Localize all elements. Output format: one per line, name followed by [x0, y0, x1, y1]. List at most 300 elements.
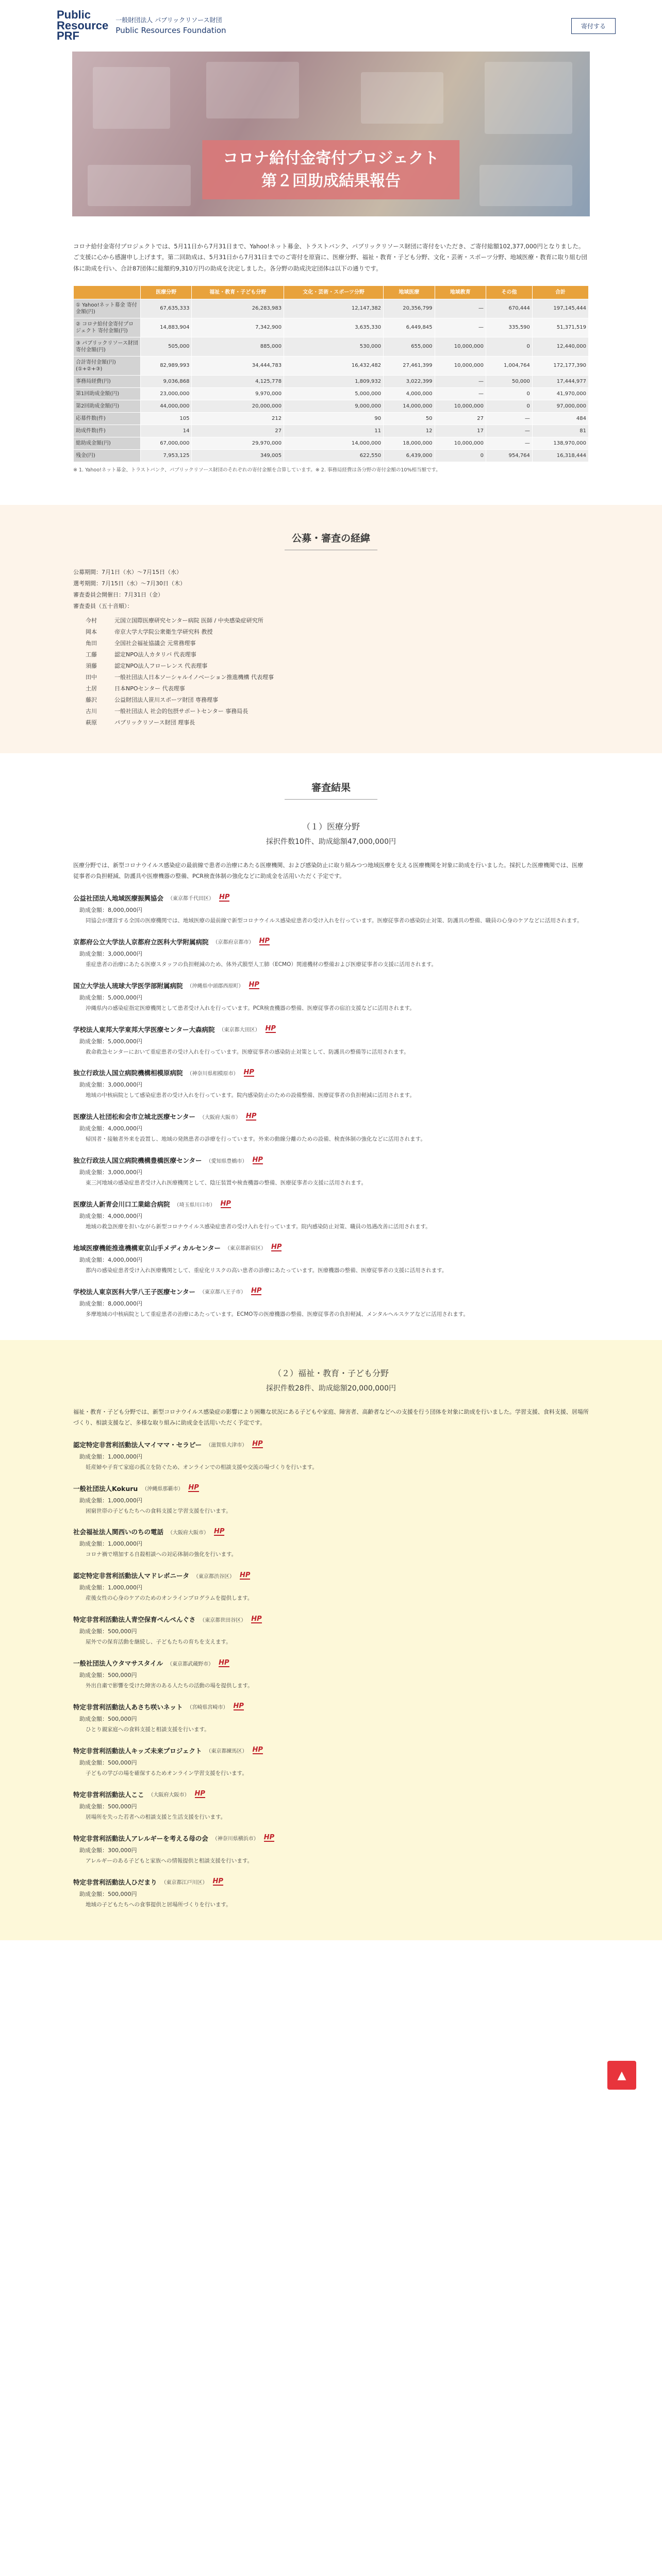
committee-member-name: 今村	[86, 617, 97, 624]
homepage-link-icon[interactable]: HP	[252, 1746, 263, 1754]
table-cell: 14,000,000	[384, 400, 435, 412]
committee-member	[73, 706, 589, 717]
table-cell: 6,449,845	[384, 318, 435, 337]
table-cell: 12	[384, 425, 435, 437]
table-cell: 138,970,000	[532, 437, 588, 449]
org-name: 認定特定非営利活動法人マドレボニータ	[73, 1572, 190, 1580]
welfare-org-list	[73, 1440, 589, 1910]
homepage-link-icon[interactable]: HP	[240, 1571, 251, 1579]
org-location: （東京都大田区）	[219, 1027, 260, 1033]
org-name: 独立行政法人国立病院機構相模原病院	[73, 1069, 183, 1077]
medical-field-title: （１）医療分野 採択件数10件、助成総額47,000,000円	[0, 820, 662, 846]
org-entry	[73, 1877, 589, 1910]
site-logo[interactable]	[57, 10, 226, 42]
table-cell: 4,125,778	[192, 375, 284, 387]
org-entry	[73, 937, 589, 970]
process-line: 公募期間：7月1日（水）～7月15日（水）	[73, 568, 182, 575]
org-entry	[73, 1025, 589, 1057]
homepage-link-icon[interactable]: HP	[220, 1199, 231, 1208]
table-cell: 17,444,977	[532, 375, 588, 387]
org-name: 特定非営利活動法人キッズ未来プロジェクト	[73, 1747, 202, 1755]
org-name-row	[73, 1199, 589, 1209]
table-cell: 954,764	[486, 449, 533, 462]
committee-member	[73, 626, 589, 638]
homepage-link-icon[interactable]: HP	[219, 893, 230, 902]
table-cell: 5,000,000	[284, 387, 384, 400]
homepage-link-icon[interactable]: HP	[233, 1702, 244, 1710]
committee-member	[73, 638, 589, 649]
org-entry	[73, 893, 589, 926]
org-location: （大阪府大阪市）	[168, 1530, 209, 1536]
org-name-row	[73, 1287, 589, 1296]
table-cell: 10,000,000	[435, 337, 486, 356]
org-description: 居場所を失った若者への相談支援と生活支援を行います。	[86, 1814, 226, 1820]
org-grant-amount: 助成金額：3,000,000円	[79, 1169, 142, 1176]
org-location: （京都府京都市）	[212, 940, 254, 946]
table-row	[74, 375, 589, 387]
committee-member-desc: 認定NPO法人カタリバ 代表理事	[114, 651, 196, 658]
table-header-cell: 地域医療	[384, 285, 435, 299]
org-entry	[73, 1571, 589, 1603]
table-cell: 12,147,382	[284, 299, 384, 318]
table-row	[74, 299, 589, 318]
medical-summary: 採択件数10件、助成総額47,000,000円	[266, 837, 396, 846]
org-grant-amount: 助成金額：5,000,000円	[79, 1038, 142, 1045]
scroll-to-top-button[interactable]	[607, 2061, 636, 2090]
homepage-link-icon[interactable]: HP	[265, 1025, 276, 1033]
committee-member	[73, 694, 589, 706]
org-entry	[73, 1068, 589, 1100]
committee-member	[73, 672, 589, 683]
table-row	[74, 400, 589, 412]
org-entry	[73, 1112, 589, 1144]
org-name-row	[73, 1484, 589, 1493]
hero-photo	[93, 67, 170, 129]
committee-member-desc: 全国社会福祉協議会 元常務理事	[114, 639, 196, 647]
table-cell: —	[435, 299, 486, 318]
org-location: （東京都世田谷区）	[200, 1617, 246, 1623]
table-cell: 10,000,000	[435, 437, 486, 449]
table-row	[74, 437, 589, 449]
org-description: 地域の救急医療を担いながら新型コロナウイルス感染症患者の受け入れを行っています。院内感染防止対策、職員の処遇改善に活用されます。	[86, 1224, 431, 1230]
donate-link[interactable]: 寄付する	[571, 18, 616, 34]
org-name-row	[73, 1156, 589, 1165]
table-cell: 20,356,799	[384, 299, 435, 318]
org-grant-amount: 助成金額：500,000円	[79, 1803, 137, 1810]
org-entry	[73, 1834, 589, 1866]
org-description: 地域の中核病院として感染症患者の受け入れを行っています。院内感染防止のための設備整備、医療従事者の負担軽減に活用されます。	[86, 1092, 415, 1099]
org-location: （東京都千代田区）	[168, 896, 214, 902]
table-cell: 7,342,900	[192, 318, 284, 337]
table-cell: 0	[486, 387, 533, 400]
org-location: （神奈川県相模原市）	[187, 1071, 239, 1077]
table-cell: 51,371,519	[532, 318, 588, 337]
committee-member-desc: 帝京大学大学院公衆衛生学研究科 教授	[114, 628, 213, 635]
org-location: （東京都練馬区）	[206, 1749, 247, 1755]
org-description: 救命救急センターにおいて重症患者の受け入れを行っています。医療従事者の感染防止対策として、防護具の整備等に活用されます。	[86, 1048, 409, 1055]
org-location: （大阪府大阪市）	[200, 1114, 241, 1121]
table-cell: 655,000	[384, 337, 435, 356]
org-description: 妊産婦や子育て家庭の孤立を防ぐため、オンラインでの相談支援や交流の場づくりを行います。	[86, 1464, 318, 1470]
homepage-link-icon[interactable]: HP	[259, 937, 270, 945]
org-name: 医療法人社団松和会市立城北医療センター	[73, 1113, 196, 1121]
org-name: 地域医療機能推進機構東京山手メディカルセンター	[73, 1244, 221, 1252]
table-cell: 82,989,993	[141, 356, 192, 375]
table-row	[74, 337, 589, 356]
org-location: （宮崎県宮崎市）	[187, 1705, 228, 1711]
org-location: （埼玉県川口市）	[174, 1202, 216, 1208]
homepage-link-icon[interactable]: HP	[251, 1287, 262, 1295]
process-line: 審査委員会開催日：7月31日（金）	[73, 591, 163, 598]
table-cell: 90	[284, 412, 384, 425]
table-row	[74, 412, 589, 425]
welfare-desc: 福祉・教育・子ども分野では、新型コロナウイルス感染症の影響により困難な状況にある子どもや家庭、障害者、高齢者などへの支援を行う団体を対象に助成を行いました。学習支援、食料支援、居場所づくり、相談支援など、多様な取り組みに助成金を活用いただく予定です。	[73, 1408, 589, 1427]
org-entry	[73, 1199, 589, 1232]
org-grant-amount: 助成金額：8,000,000円	[79, 1300, 142, 1307]
table-cell: 16,432,482	[284, 356, 384, 375]
org-description: ひとり親家庭への食料支援と相談支援を行います。	[86, 1726, 210, 1733]
table-cell: 9,036,868	[141, 375, 192, 387]
org-name-row	[73, 1658, 589, 1668]
table-cell: 1,809,932	[284, 375, 384, 387]
table-cell: 18,000,000	[384, 437, 435, 449]
row-label: ③ パブリックリソース財団 寄付金額(円)	[74, 337, 141, 356]
org-name-jp: 一般財団法人 パブリックリソース財団	[115, 16, 222, 24]
table-cell: 50	[384, 412, 435, 425]
site-header	[0, 0, 662, 52]
org-entry	[73, 1243, 589, 1276]
committee-member-desc: 公益財団法人笹川スポーツ財団 専務理事	[114, 696, 219, 703]
table-header-cell: その他	[486, 285, 533, 299]
committee-member-name: 須藤	[86, 662, 97, 669]
org-grant-amount: 助成金額：1,000,000円	[79, 1497, 142, 1504]
org-entry	[73, 1484, 589, 1516]
org-name-en: Public Resources Foundation	[115, 25, 226, 35]
table-row	[74, 449, 589, 462]
committee-member-name: 工藤	[86, 651, 97, 658]
table-cell: 17	[435, 425, 486, 437]
hero-photo	[206, 62, 299, 118]
table-cell: 34,444,783	[192, 356, 284, 375]
table-row	[74, 356, 589, 375]
org-name: 認定特定非営利活動法人マイママ・セラピー	[73, 1440, 202, 1449]
table-cell: 27	[435, 412, 486, 425]
committee-member-desc: 一般社団法人 社会的包摂サポートセンター 事務局長	[114, 707, 249, 715]
hero-photo	[485, 62, 572, 134]
org-grant-amount: 助成金額：500,000円	[79, 1715, 137, 1722]
table-cell: 27,461,399	[384, 356, 435, 375]
org-location: （東京都武蔵野市）	[167, 1661, 214, 1667]
org-description: 重症患者の治療にあたる医療スタッフの負担軽減のため、体外式膜型人工肺（ECMO）関連機材の整備および医療従事者の支援に活用されます。	[86, 961, 437, 968]
table-cell: 10,000,000	[435, 400, 486, 412]
org-entry	[73, 1702, 589, 1735]
org-name: 独立行政法人国立病院機構豊橋医療センター	[73, 1157, 202, 1165]
org-name-row	[73, 1790, 589, 1799]
table-cell: 14,000,000	[284, 437, 384, 449]
org-entry	[73, 1527, 589, 1560]
table-cell: 12,440,000	[532, 337, 588, 356]
committee-member	[73, 649, 589, 660]
homepage-link-icon[interactable]: HP	[252, 1440, 263, 1448]
welfare-field-title: （２）福祉・教育・子ども分野 採択件数28件、助成総額20,000,000円	[0, 1367, 662, 1393]
table-cell: —	[486, 425, 533, 437]
org-location: （滋賀県大津市）	[206, 1443, 247, 1449]
org-name: 特定非営利活動法人青空保育ぺんぺんぐさ	[73, 1616, 196, 1624]
table-cell: 197,145,444	[532, 299, 588, 318]
org-entry	[73, 1440, 589, 1472]
org-name-row	[73, 1025, 589, 1034]
hero-photo	[479, 165, 572, 206]
committee-member-name: 岡本	[86, 628, 97, 635]
org-location: （大阪府大阪市）	[148, 1792, 190, 1799]
org-grant-amount: 助成金額：500,000円	[79, 1890, 137, 1897]
org-grant-amount: 助成金額：500,000円	[79, 1672, 137, 1679]
table-cell: 14,883,904	[141, 318, 192, 337]
org-name-row	[73, 1746, 589, 1755]
org-description: アレルギーのある子どもと家族への情報提供と相談支援を行います。	[86, 1857, 253, 1864]
homepage-link-icon[interactable]: HP	[188, 1484, 199, 1492]
org-name-row	[73, 1834, 589, 1843]
committee-member-name: 土居	[86, 685, 97, 692]
table-cell: 3,635,330	[284, 318, 384, 337]
results-section	[0, 753, 662, 1340]
homepage-link-icon[interactable]: HP	[219, 1658, 229, 1667]
org-name: 特定非営利活動法人ひだまり	[73, 1878, 157, 1886]
org-grant-amount: 助成金額：4,000,000円	[79, 1125, 142, 1132]
org-name: 社会福祉法人関西いのちの電話	[73, 1528, 164, 1536]
table-cell: —	[486, 412, 533, 425]
table-cell: 212	[192, 412, 284, 425]
org-grant-amount: 助成金額：500,000円	[79, 1628, 137, 1635]
org-name: 医療法人新青会川口工業総合病院	[73, 1200, 170, 1209]
row-label: 助成件数(件)	[74, 425, 141, 437]
homepage-link-icon[interactable]: HP	[243, 1068, 254, 1076]
committee-member-desc: 認定NPO法人フローレンス 代表理事	[114, 662, 208, 669]
table-cell: 7,953,125	[141, 449, 192, 462]
row-label: 合計寄付金額(円) (①+②+③)	[74, 356, 141, 375]
table-header-cell	[74, 285, 141, 299]
committee-member	[73, 683, 589, 694]
row-label: 第2回助成金額(円)	[74, 400, 141, 412]
org-description: 多摩地域の中核病院として重症患者の治療にあたっています。ECMO等の医療機器の整備、医療従事者の負担軽減、メンタルヘルスケアなどに活用されます。	[86, 1311, 469, 1317]
org-name-row	[73, 1440, 589, 1449]
table-cell: 50,000	[486, 375, 533, 387]
committee-member	[73, 615, 589, 626]
table-cell: 23,000,000	[141, 387, 192, 400]
table-cell: 97,000,000	[532, 400, 588, 412]
table-note: ※ 1. Yahoo!ネット募金、トラストバンク、パブリックリソース財団のそれぞれの寄付金額を合算しています。※ 2. 事務局経費は各分野の寄付金額の10%相当額です。	[73, 467, 441, 473]
org-grant-amount: 助成金額：4,000,000円	[79, 1213, 142, 1220]
committee-member-desc: 元国立国際医療研究センター病院 医師 / 中央感染症研究所	[114, 617, 263, 624]
org-grant-amount: 助成金額：3,000,000円	[79, 950, 142, 957]
homepage-link-icon[interactable]: HP	[246, 1112, 257, 1120]
org-grant-amount: 助成金額：1,000,000円	[79, 1540, 142, 1548]
org-description: 子どもの学びの場を確保するためオンライン学習支援を行います。	[86, 1770, 247, 1776]
process-section	[0, 505, 662, 753]
org-location: （東京都江戸川区）	[161, 1880, 208, 1886]
org-location: （神奈川県横浜市）	[212, 1836, 259, 1842]
row-label: 事務局経費(円)	[74, 375, 141, 387]
table-cell: —	[435, 375, 486, 387]
homepage-link-icon[interactable]: HP	[263, 1834, 275, 1842]
org-name-row	[73, 1877, 589, 1887]
org-grant-amount: 助成金額：5,000,000円	[79, 994, 142, 1001]
org-name-row	[73, 893, 589, 903]
org-name: 京都府公立大学法人京都府立医科大学附属病院	[73, 938, 209, 946]
table-cell: 885,000	[192, 337, 284, 356]
table-header-cell: 文化・芸術・スポーツ分野	[284, 285, 384, 299]
homepage-link-icon[interactable]: HP	[194, 1790, 205, 1798]
committee-member	[73, 660, 589, 672]
org-location: （東京都新宿区）	[225, 1246, 267, 1252]
row-label: 残金(円)	[74, 449, 141, 462]
org-name: 一般社団法人ウタマサスタイル	[73, 1659, 163, 1668]
org-entry	[73, 1790, 589, 1822]
hero-banner	[72, 52, 590, 216]
table-cell: 4,000,000	[384, 387, 435, 400]
table-header-cell: 地域教育	[435, 285, 486, 299]
org-description: 産後女性の心身のケアのためのオンラインプログラムを提供します。	[86, 1595, 253, 1602]
table-cell: 11	[284, 425, 384, 437]
org-grant-amount: 助成金額：8,000,000円	[79, 906, 142, 913]
committee-member-desc: 一般社団法人日本ソーシャルイノベーション推進機構 代表理事	[114, 673, 274, 681]
row-label: 応募件数(件)	[74, 412, 141, 425]
org-grant-amount: 助成金額：1,000,000円	[79, 1453, 142, 1460]
org-name: 特定非営利活動法人あさち咲いネット	[73, 1703, 183, 1711]
committee-list	[73, 615, 589, 728]
table-cell: 44,000,000	[141, 400, 192, 412]
table-header-cell: 合計	[532, 285, 588, 299]
hero-photo	[88, 165, 191, 206]
table-cell: 67,000,000	[141, 437, 192, 449]
org-entry	[73, 1287, 589, 1319]
row-label: ① Yahoo!ネット募金 寄付金額(円)	[74, 299, 141, 318]
org-description: 屋外での保育活動を継続し、子どもたちの育ちを支えます。	[86, 1639, 231, 1646]
arrow-up-icon: ▲	[617, 2069, 626, 2082]
process-body	[73, 567, 589, 728]
committee-member-name: 田中	[86, 673, 97, 681]
table-cell: 105	[141, 412, 192, 425]
table-header-cell: 福祉・教育・子ども分野	[192, 285, 284, 299]
table-cell: 335,590	[486, 318, 533, 337]
homepage-link-icon[interactable]: HP	[249, 981, 259, 989]
hero-photo	[361, 72, 443, 124]
org-name-row	[73, 1615, 589, 1624]
table-cell: 505,000	[141, 337, 192, 356]
row-label: 第1回助成金額(円)	[74, 387, 141, 400]
committee-member-name: 藤沢	[86, 696, 97, 703]
org-name-row	[73, 1702, 589, 1711]
table-cell: 16,318,444	[532, 449, 588, 462]
medical-desc: 医療分野では、新型コロナウイルス感染症の最前線で患者の治療にあたる医療機関、および感染防止に取り組みつつ地域医療を支える医療機関を対象に助成を行いました。採択した医療機関では、医療従事者の負担軽減、防護具や医療機器の整備、PCR検査体制の強化などに助成金を活用いただく予定です。	[73, 861, 584, 880]
table-cell: 172,177,390	[532, 356, 588, 375]
org-description: 東三河地域の感染症患者受け入れ医療機関として、陰圧装置や検査機器の整備、医療従事者の支援に活用されます。	[86, 1180, 367, 1187]
intro-text: コロナ給付金寄付プロジェクトでは、5月11日から7月31日まで、Yahoo!ネット募金、トラストバンク、パブリックリソース財団に寄付をいただき、ご寄付総額102,377,000円となりました。ご支援に心から感謝申し上げます。第二回助成は、5月31日から7月31日までのご寄付を原資に、医療分野、福祉・教育・子ども分野、文化・芸術・スポーツ分野、地域医療・教育に取り組む団体に助成を行い、合計87団体に総額約9,310万円の助成を決定しました。各分野の助成決定団体は以下の通りです。	[73, 243, 588, 272]
table-cell: —	[435, 318, 486, 337]
homepage-link-icon[interactable]: HP	[251, 1615, 262, 1623]
org-name: 学校法人東京医科大学八王子医療センター	[73, 1287, 196, 1296]
process-line: 選考期間：7月15日（水）～7月30日（木）	[73, 580, 186, 587]
org-description: コロナ禍で増加する自殺相談への対応体制の強化を行います。	[86, 1551, 237, 1558]
org-location: （東京都八王子市）	[200, 1290, 246, 1296]
org-name-row	[73, 1068, 589, 1077]
table-cell: 67,635,333	[141, 299, 192, 318]
org-description: 同協会が運営する全国の医療機関では、地域医療の最前線で新型コロナウイルス感染症患者の受け入れを行っています。医療従事者の感染防止対策、防護具の整備、職員の心身のケアなどに活用されます。	[86, 917, 583, 924]
org-name: 一般社団法人Kokuru	[73, 1484, 138, 1493]
table-cell: 6,439,000	[384, 449, 435, 462]
org-location: （愛知県豊橋市）	[206, 1158, 247, 1164]
welfare-section	[0, 1340, 662, 1941]
table-cell: 3,022,399	[384, 375, 435, 387]
committee-member-name: 古川	[86, 707, 97, 715]
org-name: 特定非営利活動法人アレルギーを考える母の会	[73, 1834, 208, 1842]
table-cell: 530,000	[284, 337, 384, 356]
org-grant-amount: 助成金額：4,000,000円	[79, 1256, 142, 1263]
table-cell: 20,000,000	[192, 400, 284, 412]
results-title: 審査結果	[0, 780, 662, 800]
table-row	[74, 425, 589, 437]
table-cell: 26,283,983	[192, 299, 284, 318]
org-name: 国立大学法人琉球大学医学部附属病院	[73, 981, 183, 990]
org-grant-amount: 助成金額：1,000,000円	[79, 1584, 142, 1591]
table-cell: 9,000,000	[284, 400, 384, 412]
table-cell: 0	[486, 337, 533, 356]
table-cell: 14	[141, 425, 192, 437]
org-entry	[73, 1658, 589, 1691]
welfare-summary: 採択件数28件、助成総額20,000,000円	[266, 1384, 396, 1393]
homepage-link-icon[interactable]: HP	[271, 1243, 282, 1251]
table-cell: 622,550	[284, 449, 384, 462]
org-name: 学校法人東邦大学東邦大学医療センター大森病院	[73, 1025, 215, 1033]
table-row	[74, 318, 589, 337]
org-name: 特定非営利活動法人ここ	[73, 1790, 144, 1799]
org-entry	[73, 1746, 589, 1778]
homepage-link-icon[interactable]: HP	[214, 1527, 225, 1535]
org-entry	[73, 1615, 589, 1647]
process-line: 審査委員（五十音順）：	[73, 602, 133, 609]
org-name-row	[73, 1527, 589, 1536]
table-cell: 81	[532, 425, 588, 437]
org-description: 帰国者・接触者外来を設置し、地域の発熱患者の診療を行っています。外来の動線分離のための設備、検査体制の強化などに活用されます。	[86, 1136, 426, 1143]
homepage-link-icon[interactable]: HP	[252, 1156, 263, 1164]
org-entry	[73, 981, 589, 1013]
table-row	[74, 387, 589, 400]
committee-member-name: 萩原	[86, 719, 97, 726]
committee-member-desc: パブリックリソース財団 理事長	[114, 719, 195, 726]
table-cell: 484	[532, 412, 588, 425]
org-name-row	[73, 1243, 589, 1252]
table-cell: 9,970,000	[192, 387, 284, 400]
org-location: （沖縄県那覇市）	[142, 1486, 184, 1493]
org-name-row	[73, 981, 589, 990]
table-cell: 349,005	[192, 449, 284, 462]
org-name: 公益社団法人地域医療振興協会	[73, 894, 164, 902]
org-entry	[73, 1156, 589, 1188]
table-cell: 41,970,000	[532, 387, 588, 400]
committee-member	[73, 717, 589, 728]
table-cell: 0	[435, 449, 486, 462]
table-header-cell: 医療分野	[141, 285, 192, 299]
table-cell: 10,000,000	[435, 356, 486, 375]
homepage-link-icon[interactable]: HP	[212, 1877, 223, 1886]
logo-mark: Public Resource PRF	[57, 8, 109, 43]
table-cell: 1,004,764	[486, 356, 533, 375]
org-grant-amount: 助成金額：500,000円	[79, 1759, 137, 1766]
org-location: （東京都渋谷区）	[193, 1573, 235, 1580]
table-cell: 0	[486, 400, 533, 412]
org-description: 外出自粛で影響を受けた障害のある人たちの活動の場を提供します。	[86, 1683, 253, 1689]
logo-text	[115, 15, 226, 37]
